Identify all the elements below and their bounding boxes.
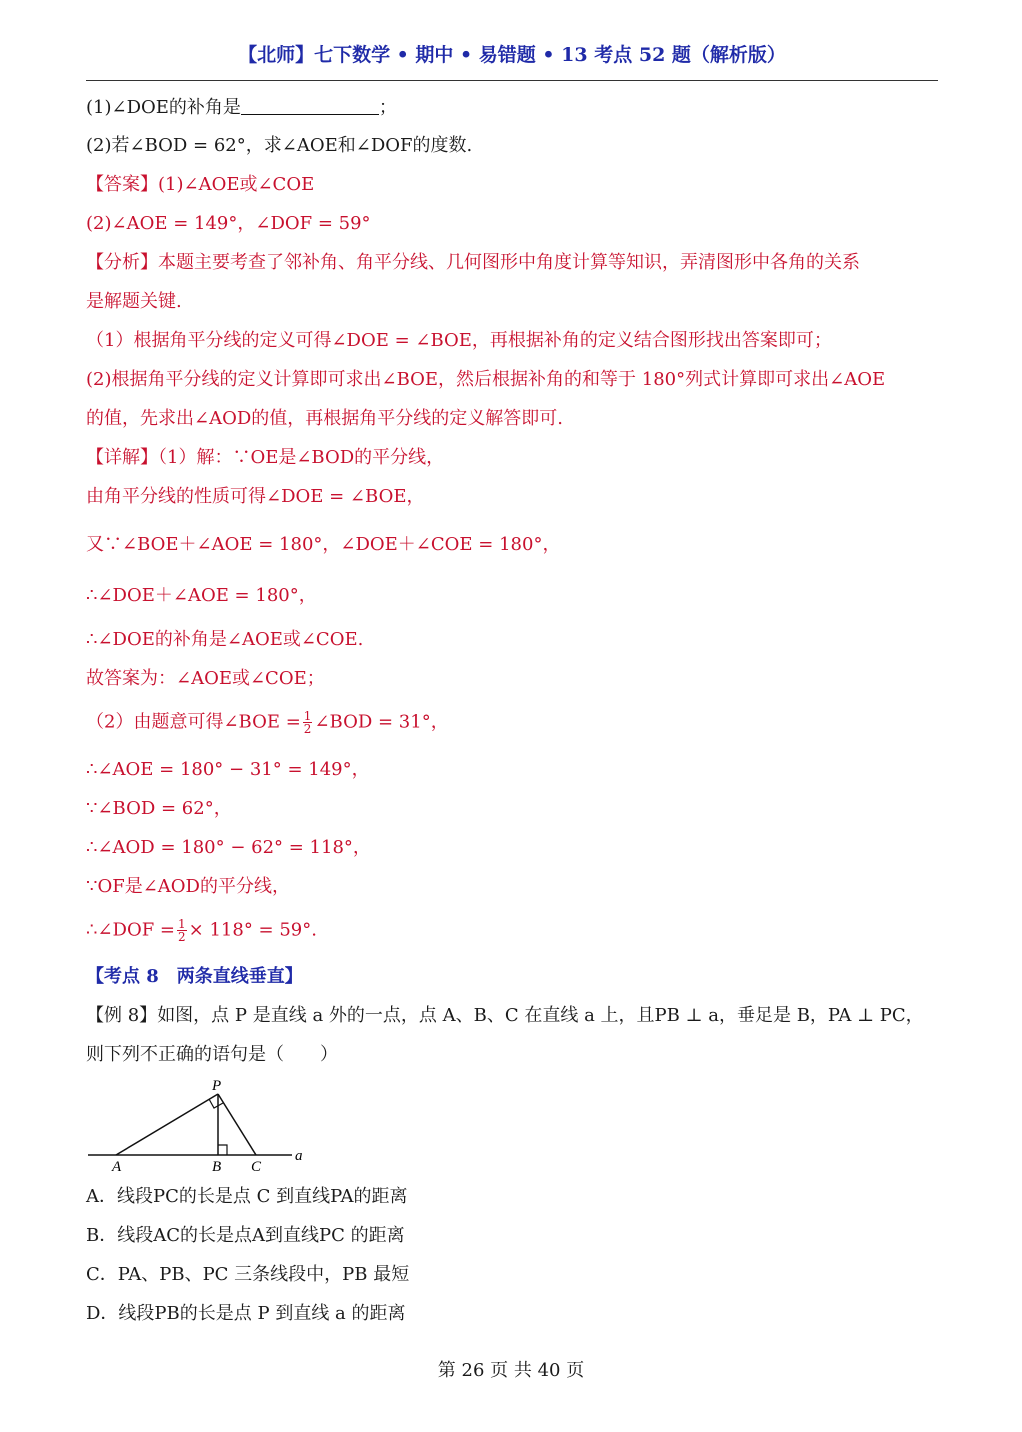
analysis-line-1 [86,251,946,275]
right-angle-mark-p [209,1099,223,1108]
example-line-2: 则下列不正确的语句是（ ） [86,1044,338,1065]
fraction-half: $\frac{1}{2}$ [178,917,186,944]
question-1-text: (1)∠DOE的补角是 [86,97,241,118]
answer-line-2: (2)∠AOE = 149°，∠DOF = 59° [86,213,371,234]
answer-1: (1)∠AOE或∠COE [158,174,315,195]
section-heading: 【考点 8 两条直线垂直】 [86,966,303,987]
question-2: (2)若∠BOD = 62°，求∠AOE和∠DOF的度数. [86,135,473,156]
geometry-figure [86,1076,316,1176]
option-c[interactable]: C．PA、PB、PC 三条线段中，PB 最短 [86,1264,410,1285]
detail-text-12a: ∴∠DOF = [86,919,176,941]
right-angle-mark-b [218,1145,227,1155]
detail-text-7b: ∠BOD = 31°， [314,711,449,733]
analysis-line-4: (2)根据角平分线的定义计算即可求出∠BOE，然后根据补角的和等于 180°列式计算即可求出∠AOE [86,369,886,390]
detail-tag: 【详解】 [86,447,158,468]
detail-line-10: ∴∠AOD = 180° − 62° = 118°， [86,837,371,858]
answer-tag: 【答案】 [86,174,158,195]
detail-line-11: ∵OF是∠AOD的平分线， [86,876,290,897]
detail-line-8: ∴∠AOE = 180° − 31° = 149°， [86,759,370,780]
detail-line-3: 又∵∠BOE＋∠AOE = 180°，∠DOE＋∠COE = 180°， [86,534,561,555]
question-1 [86,96,946,120]
detail-line-6: 故答案为：∠AOE或∠COE； [86,668,325,689]
segment-pa [116,1094,218,1155]
analysis-line-2: 是解题关键. [86,291,182,312]
question-1-tail: ； [378,97,397,118]
example-text-1: 如图，点 P 是直线 a 外的一点，点 A、B、C 在直线 a 上，且PB ⊥ a，垂足是 B，PA ⊥ PC， [157,1005,924,1026]
option-b[interactable]: B．线段AC的长是点A到直线PC 的距离 [86,1225,405,1246]
detail-line-9: ∵∠BOD = 62°， [86,798,232,819]
detail-line-12 [86,918,946,943]
page-header: 【北师】七下数学 • 期中 • 易错题 • 13 考点 52 题（解析版） [238,44,786,66]
option-d[interactable]: D．线段PB的长是点 P 到直线 a 的距离 [86,1303,406,1324]
page-footer: 第 26 页 共 40 页 [437,1360,585,1381]
label-b: B [212,1159,222,1175]
analysis-tag: 【分析】 [86,252,158,273]
answer-line-1 [86,173,946,197]
label-p: P [212,1078,222,1094]
detail-text-12b: × 118° = 59°. [188,919,317,941]
analysis-text-1: 本题主要考查了邻补角、角平分线、几何图形中角度计算等知识，弄清图形中各角的关系 [158,252,860,273]
detail-text-7a: （2）由题意可得∠BOE = [86,711,301,733]
example-line-1 [86,1004,946,1028]
label-line-a: a [295,1148,303,1164]
analysis-line-3: （1）根据角平分线的定义可得∠DOE = ∠BOE，再根据补角的定义结合图形找出答案即可； [86,330,832,351]
detail-line-7 [86,710,946,735]
label-a: A [112,1159,122,1175]
detail-line-1 [86,446,946,470]
label-c: C [251,1159,262,1175]
fraction-half: $\frac{1}{2}$ [303,709,312,736]
detail-line-2: 由角平分线的性质可得∠DOE = ∠BOE， [86,486,425,507]
option-a[interactable]: A．线段PC的长是点 C 到直线PA的距离 [86,1186,408,1207]
detail-line-5: ∴∠DOE的补角是∠AOE或∠COE. [86,629,364,650]
analysis-line-5: 的值，先求出∠AOD的值，再根据角平分线的定义解答即可. [86,408,563,429]
header-rule [86,80,938,81]
answer-blank [241,96,379,115]
example-tag: 【例 8】 [86,1005,158,1026]
segment-pc [218,1094,256,1155]
detail-line-4: ∴∠DOE＋∠AOE = 180°， [86,585,317,606]
detail-text-1: （1）解：∵OE是∠BOD的平分线， [158,447,445,468]
